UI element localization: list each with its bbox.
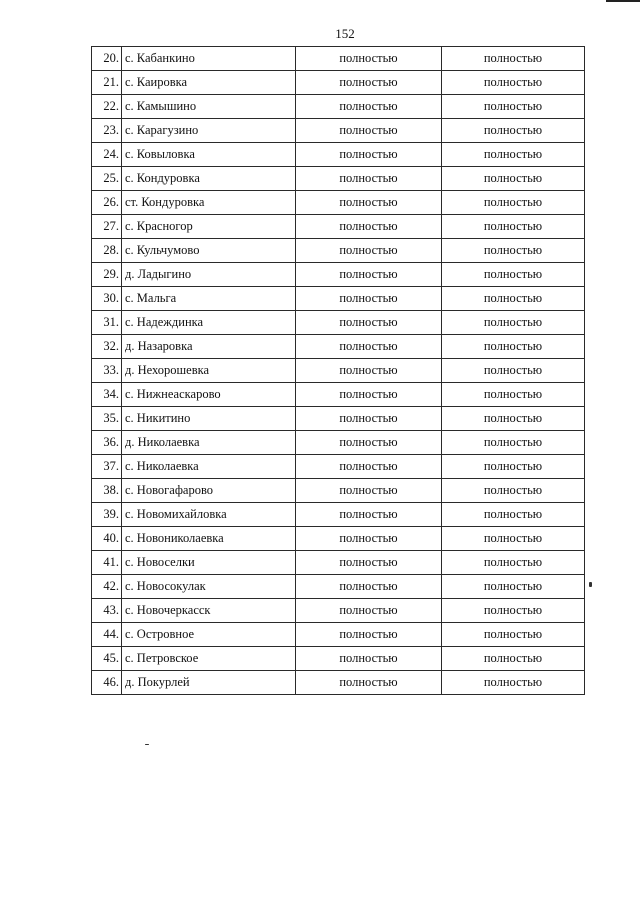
table-row bbox=[92, 167, 585, 191]
coverage-cell-b: полностью bbox=[442, 623, 585, 647]
coverage-cell-a: полностью bbox=[296, 479, 442, 503]
table-row bbox=[92, 551, 585, 575]
table-row bbox=[92, 503, 585, 527]
row-number-cell: 39. bbox=[92, 503, 122, 527]
row-number-cell: 22. bbox=[92, 95, 122, 119]
settlement-name-cell: с. Никитино bbox=[122, 407, 296, 431]
page-number: 152 bbox=[335, 26, 355, 41]
coverage-cell-a: полностью bbox=[296, 167, 442, 191]
table-body bbox=[92, 47, 585, 695]
table-row bbox=[92, 479, 585, 503]
coverage-cell-b: полностью bbox=[442, 671, 585, 695]
table-row bbox=[92, 311, 585, 335]
coverage-cell-a: полностью bbox=[296, 599, 442, 623]
row-number-cell: 42. bbox=[92, 575, 122, 599]
coverage-cell-b: полностью bbox=[442, 191, 585, 215]
coverage-cell-b: полностью bbox=[442, 407, 585, 431]
coverage-cell-b: полностью bbox=[442, 215, 585, 239]
row-number-cell: 40. bbox=[92, 527, 122, 551]
coverage-cell-b: полностью bbox=[442, 95, 585, 119]
coverage-cell-b: полностью bbox=[442, 527, 585, 551]
coverage-cell-a: полностью bbox=[296, 287, 442, 311]
coverage-cell-a: полностью bbox=[296, 335, 442, 359]
settlement-name-cell: с. Новосокулак bbox=[122, 575, 296, 599]
row-number-cell: 33. bbox=[92, 359, 122, 383]
settlement-name-cell: д. Нехорошевка bbox=[122, 359, 296, 383]
settlement-name-cell: д. Назаровка bbox=[122, 335, 296, 359]
coverage-cell-a: полностью bbox=[296, 263, 442, 287]
table-row bbox=[92, 215, 585, 239]
table-row bbox=[92, 287, 585, 311]
row-number-cell: 34. bbox=[92, 383, 122, 407]
settlement-name-cell: д. Покурлей bbox=[122, 671, 296, 695]
coverage-cell-a: полностью bbox=[296, 119, 442, 143]
coverage-cell-a: полностью bbox=[296, 455, 442, 479]
row-number-cell: 32. bbox=[92, 335, 122, 359]
coverage-cell-a: полностью bbox=[296, 647, 442, 671]
table-row bbox=[92, 239, 585, 263]
coverage-cell-a: полностью bbox=[296, 143, 442, 167]
row-number-cell: 41. bbox=[92, 551, 122, 575]
coverage-cell-a: полностью bbox=[296, 311, 442, 335]
coverage-cell-b: полностью bbox=[442, 167, 585, 191]
coverage-cell-b: полностью bbox=[442, 287, 585, 311]
coverage-cell-a: полностью bbox=[296, 95, 442, 119]
coverage-cell-b: полностью bbox=[442, 71, 585, 95]
row-number-cell: 36. bbox=[92, 431, 122, 455]
coverage-cell-a: полностью bbox=[296, 47, 442, 71]
row-number-cell: 43. bbox=[92, 599, 122, 623]
settlement-name-cell: с. Карагузино bbox=[122, 119, 296, 143]
settlement-name-cell: с. Ковыловка bbox=[122, 143, 296, 167]
coverage-cell-b: полностью bbox=[442, 599, 585, 623]
row-number-cell: 20. bbox=[92, 47, 122, 71]
table-row bbox=[92, 455, 585, 479]
settlement-name-cell: с. Красногор bbox=[122, 215, 296, 239]
settlement-name-cell: с. Новочеркасск bbox=[122, 599, 296, 623]
row-number-cell: 23. bbox=[92, 119, 122, 143]
settlement-name-cell: с. Мальга bbox=[122, 287, 296, 311]
coverage-cell-b: полностью bbox=[442, 575, 585, 599]
coverage-cell-b: полностью bbox=[442, 335, 585, 359]
coverage-cell-a: полностью bbox=[296, 623, 442, 647]
coverage-cell-b: полностью bbox=[442, 479, 585, 503]
coverage-cell-b: полностью bbox=[442, 359, 585, 383]
settlement-name-cell: с. Камышино bbox=[122, 95, 296, 119]
coverage-cell-a: полностью bbox=[296, 383, 442, 407]
coverage-cell-b: полностью bbox=[442, 119, 585, 143]
settlement-name-cell: с. Островное bbox=[122, 623, 296, 647]
coverage-cell-b: полностью bbox=[442, 503, 585, 527]
table-row bbox=[92, 407, 585, 431]
row-number-cell: 24. bbox=[92, 143, 122, 167]
table-row bbox=[92, 191, 585, 215]
table-row bbox=[92, 383, 585, 407]
coverage-cell-a: полностью bbox=[296, 239, 442, 263]
settlement-name-cell: с. Кондуровка bbox=[122, 167, 296, 191]
coverage-cell-b: полностью bbox=[442, 311, 585, 335]
coverage-cell-b: полностью bbox=[442, 263, 585, 287]
row-number-cell: 25. bbox=[92, 167, 122, 191]
settlement-name-cell: с. Кабанкино bbox=[122, 47, 296, 71]
table-row bbox=[92, 119, 585, 143]
table-row bbox=[92, 47, 585, 71]
coverage-cell-b: полностью bbox=[442, 47, 585, 71]
coverage-cell-a: полностью bbox=[296, 407, 442, 431]
scan-speck bbox=[589, 582, 592, 587]
coverage-cell-a: полностью bbox=[296, 503, 442, 527]
settlement-name-cell: д. Ладыгино bbox=[122, 263, 296, 287]
table-row bbox=[92, 359, 585, 383]
table-row bbox=[92, 647, 585, 671]
table-row bbox=[92, 143, 585, 167]
coverage-cell-b: полностью bbox=[442, 143, 585, 167]
settlement-name-cell: с. Надеждинка bbox=[122, 311, 296, 335]
coverage-cell-b: полностью bbox=[442, 455, 585, 479]
settlements-table bbox=[91, 46, 585, 695]
row-number-cell: 44. bbox=[92, 623, 122, 647]
row-number-cell: 46. bbox=[92, 671, 122, 695]
coverage-cell-a: полностью bbox=[296, 431, 442, 455]
coverage-cell-a: полностью bbox=[296, 527, 442, 551]
table-row bbox=[92, 71, 585, 95]
coverage-cell-a: полностью bbox=[296, 191, 442, 215]
coverage-cell-a: полностью bbox=[296, 359, 442, 383]
settlement-name-cell: с. Нижнеаскарово bbox=[122, 383, 296, 407]
table-row bbox=[92, 335, 585, 359]
settlement-name-cell: с. Новогафарово bbox=[122, 479, 296, 503]
coverage-cell-b: полностью bbox=[442, 383, 585, 407]
settlement-name-cell: с. Новомихайловка bbox=[122, 503, 296, 527]
row-number-cell: 21. bbox=[92, 71, 122, 95]
coverage-cell-b: полностью bbox=[442, 551, 585, 575]
row-number-cell: 38. bbox=[92, 479, 122, 503]
coverage-cell-a: полностью bbox=[296, 551, 442, 575]
table-row bbox=[92, 575, 585, 599]
row-number-cell: 26. bbox=[92, 191, 122, 215]
coverage-cell-a: полностью bbox=[296, 575, 442, 599]
table-row bbox=[92, 263, 585, 287]
settlement-name-cell: с. Новоселки bbox=[122, 551, 296, 575]
coverage-cell-a: полностью bbox=[296, 215, 442, 239]
table-row bbox=[92, 431, 585, 455]
row-number-cell: 30. bbox=[92, 287, 122, 311]
row-number-cell: 35. bbox=[92, 407, 122, 431]
table-row bbox=[92, 527, 585, 551]
coverage-cell-b: полностью bbox=[442, 647, 585, 671]
row-number-cell: 37. bbox=[92, 455, 122, 479]
row-number-cell: 27. bbox=[92, 215, 122, 239]
coverage-cell-b: полностью bbox=[442, 239, 585, 263]
settlement-name-cell: с. Николаевка bbox=[122, 455, 296, 479]
settlement-name-cell: с. Новониколаевка bbox=[122, 527, 296, 551]
settlement-name-cell: с. Петровское bbox=[122, 647, 296, 671]
row-number-cell: 45. bbox=[92, 647, 122, 671]
table-row bbox=[92, 95, 585, 119]
settlement-name-cell: с. Кульчумово bbox=[122, 239, 296, 263]
settlement-name-cell: с. Каировка bbox=[122, 71, 296, 95]
settlement-name-cell: д. Николаевка bbox=[122, 431, 296, 455]
row-number-cell: 31. bbox=[92, 311, 122, 335]
table-row bbox=[92, 671, 585, 695]
corner-scan-mark bbox=[606, 0, 640, 2]
coverage-cell-b: полностью bbox=[442, 431, 585, 455]
row-number-cell: 28. bbox=[92, 239, 122, 263]
scan-speck bbox=[145, 744, 149, 745]
table-row bbox=[92, 599, 585, 623]
coverage-cell-a: полностью bbox=[296, 71, 442, 95]
table-row bbox=[92, 623, 585, 647]
row-number-cell: 29. bbox=[92, 263, 122, 287]
settlement-name-cell: ст. Кондуровка bbox=[122, 191, 296, 215]
coverage-cell-a: полностью bbox=[296, 671, 442, 695]
